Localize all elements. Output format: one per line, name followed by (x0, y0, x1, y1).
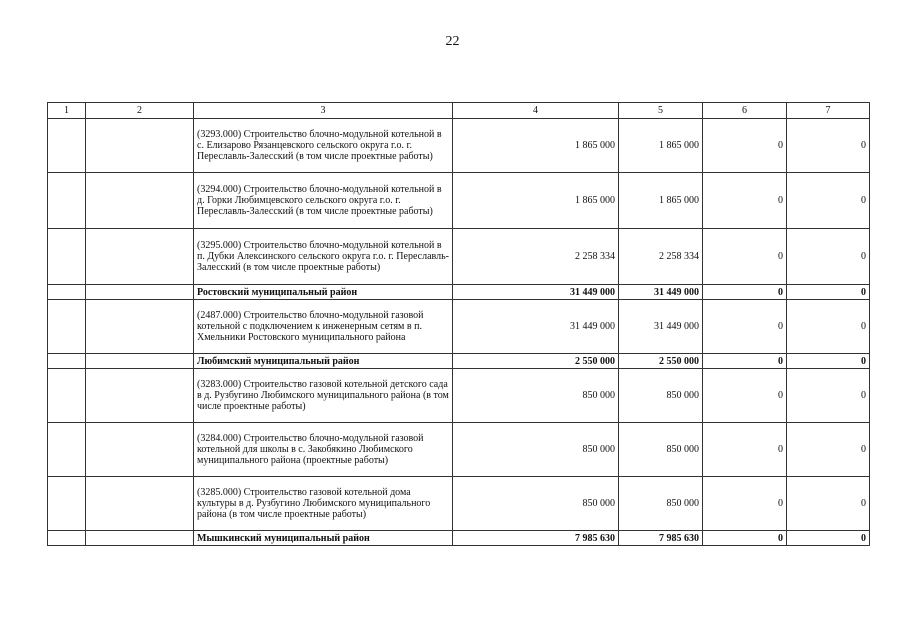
table-row (48, 229, 870, 285)
cell-col1 (48, 119, 86, 173)
value-col7: 0 (787, 477, 870, 531)
cell-col2 (86, 119, 194, 173)
value-col5: 850 000 (619, 369, 703, 423)
table-row (48, 173, 870, 229)
table-row (48, 300, 870, 354)
district-name: Ростовский муниципальный район (194, 285, 453, 300)
item-description: (3283.000) Строительство газовой котельной детского сада в д. Рузбугино Любимского муниципального района (в том числе проектные работы) (194, 369, 453, 423)
column-header-5: 5 (619, 103, 703, 119)
district-name: Мышкинский муниципальный район (194, 531, 453, 546)
value-col6: 0 (703, 477, 787, 531)
cell-col2 (86, 229, 194, 285)
value-col6: 0 (703, 173, 787, 229)
value-col7: 0 (787, 531, 870, 546)
district-row (48, 354, 870, 369)
page-number: 22 (445, 34, 460, 49)
cell-col1 (48, 300, 86, 354)
cell-col2 (86, 423, 194, 477)
value-col7: 0 (787, 173, 870, 229)
column-header-4: 4 (453, 103, 619, 119)
cell-col2 (86, 531, 194, 546)
cell-col1 (48, 285, 86, 300)
value-col4: 31 449 000 (453, 285, 619, 300)
value-col5: 850 000 (619, 423, 703, 477)
item-description: (2487.000) Строительство блочно-модульной газовой котельной с подключением к инженерным сетям в п. Хмельники Ростовского муниципального района (194, 300, 453, 354)
value-col5: 1 865 000 (619, 173, 703, 229)
cell-col1 (48, 477, 86, 531)
value-col6: 0 (703, 531, 787, 546)
cell-col2 (86, 173, 194, 229)
value-col4: 850 000 (453, 369, 619, 423)
value-col5: 2 550 000 (619, 354, 703, 369)
value-col4: 2 550 000 (453, 354, 619, 369)
cell-col1 (48, 423, 86, 477)
value-col6: 0 (703, 119, 787, 173)
value-col5: 1 865 000 (619, 119, 703, 173)
table-header-row (48, 103, 870, 119)
value-col4: 1 865 000 (453, 173, 619, 229)
cell-col1 (48, 354, 86, 369)
value-col7: 0 (787, 119, 870, 173)
column-header-2: 2 (86, 103, 194, 119)
district-row (48, 531, 870, 546)
cell-col1 (48, 173, 86, 229)
table-row (48, 119, 870, 173)
value-col6: 0 (703, 300, 787, 354)
value-col7: 0 (787, 354, 870, 369)
cell-col2 (86, 285, 194, 300)
value-col6: 0 (703, 229, 787, 285)
table-row (48, 369, 870, 423)
value-col6: 0 (703, 423, 787, 477)
cell-col1 (48, 369, 86, 423)
value-col7: 0 (787, 369, 870, 423)
value-col4: 1 865 000 (453, 119, 619, 173)
value-col6: 0 (703, 354, 787, 369)
district-name: Любимский муниципальный район (194, 354, 453, 369)
column-header-1: 1 (48, 103, 86, 119)
value-col5: 31 449 000 (619, 285, 703, 300)
value-col7: 0 (787, 229, 870, 285)
item-description: (3284.000) Строительство блочно-модульной газовой котельной для школы в с. Закобякино Любимского муниципального района (проектные работы) (194, 423, 453, 477)
value-col5: 7 985 630 (619, 531, 703, 546)
column-header-3: 3 (194, 103, 453, 119)
item-description: (3295.000) Строительство блочно-модульной котельной в п. Дубки Алексинского сельского округа г.о. г. Переславль-Залесский (в том числе проектные работы) (194, 229, 453, 285)
cell-col2 (86, 369, 194, 423)
value-col5: 2 258 334 (619, 229, 703, 285)
value-col7: 0 (787, 423, 870, 477)
value-col5: 31 449 000 (619, 300, 703, 354)
value-col4: 850 000 (453, 477, 619, 531)
value-col4: 850 000 (453, 423, 619, 477)
table-row (48, 423, 870, 477)
district-row (48, 285, 870, 300)
cell-col2 (86, 477, 194, 531)
item-description: (3294.000) Строительство блочно-модульной котельной в д. Горки Любимцевского сельского округа г.о. г. Переславль-Залесский (в том числе проектные работы) (194, 173, 453, 229)
cell-col2 (86, 300, 194, 354)
item-description: (3285.000) Строительство газовой котельной дома культуры в д. Рузбугино Любимского муниципального района (в том числе проектные работы) (194, 477, 453, 531)
cell-col1 (48, 229, 86, 285)
value-col4: 31 449 000 (453, 300, 619, 354)
value-col6: 0 (703, 285, 787, 300)
value-col4: 7 985 630 (453, 531, 619, 546)
value-col7: 0 (787, 285, 870, 300)
value-col7: 0 (787, 300, 870, 354)
column-header-7: 7 (787, 103, 870, 119)
value-col6: 0 (703, 369, 787, 423)
value-col4: 2 258 334 (453, 229, 619, 285)
cell-col1 (48, 531, 86, 546)
cell-col2 (86, 354, 194, 369)
column-header-6: 6 (703, 103, 787, 119)
item-description: (3293.000) Строительство блочно-модульной котельной в с. Елизарово Рязанцевского сельского округа г.о. г. Переславль-Залесский (в том числе проектные работы) (194, 119, 453, 173)
budget-table (47, 102, 870, 546)
value-col5: 850 000 (619, 477, 703, 531)
table-row (48, 477, 870, 531)
